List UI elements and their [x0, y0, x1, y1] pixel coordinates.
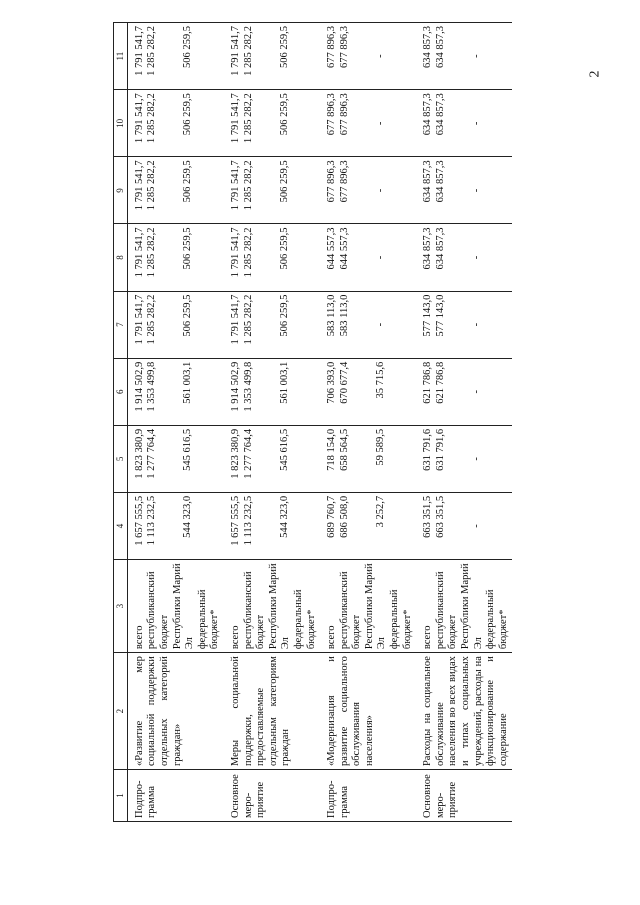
value: 545 616,5: [182, 428, 194, 471]
value-cell: [416, 23, 512, 90]
value-cell: [416, 492, 512, 559]
value: 663 351,5: [422, 495, 434, 538]
value-cell: [127, 492, 224, 559]
value: 506 259,5: [278, 294, 290, 337]
value-cell: [224, 492, 320, 559]
header-cell: 11: [114, 23, 128, 90]
value: 1 285 282,2: [146, 93, 158, 144]
value: 577 143,0: [422, 294, 434, 337]
header-cell: 3: [114, 560, 128, 653]
value: 506 259,5: [278, 26, 290, 68]
header-row: [114, 23, 128, 822]
value: 634 857,3: [422, 160, 434, 203]
value: 1 285 282,2: [146, 26, 158, 76]
value: 634 857,3: [422, 93, 434, 136]
value: 686 508,0: [338, 495, 350, 538]
value: 1 823 380,9: [133, 428, 145, 479]
value: 1 823 380,9: [229, 428, 241, 479]
value-cell: [224, 23, 320, 90]
value: 644 557,3: [338, 227, 350, 270]
value: 631 791,6: [422, 428, 434, 471]
row-name: «Модернизация и развитие социального обслуживания населения»: [320, 653, 416, 770]
value-cell: [127, 224, 224, 291]
value: 1 277 764,4: [146, 428, 158, 479]
funding-source: республиканский бюджет Республики Марий Эл: [146, 563, 196, 650]
value: 1 791 541,7: [133, 93, 145, 144]
value: 1 113 232,5: [242, 495, 254, 546]
value: -: [470, 457, 482, 461]
value: 677 896,3: [338, 93, 350, 136]
funding-source: всего: [133, 625, 145, 650]
value: 1 657 555,5: [229, 495, 241, 546]
row-name: «Развитие мер социальной поддержки отдельных категорий граждан»: [127, 653, 224, 770]
value-cell: [127, 157, 224, 224]
value-cell: [416, 425, 512, 492]
page-number: 2: [587, 70, 603, 78]
value: 634 857,3: [422, 227, 434, 270]
value: 544 323,0: [182, 495, 194, 538]
funding-sources: [127, 560, 224, 653]
header-cell: 4: [114, 492, 128, 559]
table-row: [127, 23, 224, 822]
row-name: Расходы на социальное обслуживание населения во всех видах и типах социальных учреждений, расходы на функционирование и содержание: [416, 653, 512, 770]
value: 634 857,3: [422, 26, 434, 68]
value: 1 791 541,7: [133, 26, 145, 76]
value: 634 857,3: [434, 26, 446, 68]
value: 1 791 541,7: [133, 160, 145, 211]
value: 1 285 282,2: [146, 294, 158, 345]
value-cell: [320, 224, 416, 291]
value: 506 259,5: [182, 93, 194, 136]
funding-source: республиканский бюджет Республики Марий Эл: [242, 563, 292, 650]
table-row: [320, 23, 416, 822]
budget-table: [113, 22, 512, 822]
rotated-table-container: [113, 22, 591, 822]
row-type: Подпро- грамма: [127, 770, 224, 822]
value: 506 259,5: [182, 227, 194, 270]
value: 1 791 541,7: [229, 294, 241, 345]
value: 1 791 541,7: [229, 227, 241, 278]
value: -: [374, 188, 386, 193]
header-cell: 7: [114, 291, 128, 358]
value-cell: [320, 358, 416, 425]
value-cell: [320, 492, 416, 559]
header-cell: 9: [114, 157, 128, 224]
value: 506 259,5: [278, 93, 290, 136]
value: 1 791 541,7: [229, 93, 241, 144]
funding-source: федеральный бюджет*: [389, 589, 413, 650]
value: -: [470, 524, 482, 528]
value: -: [470, 54, 482, 58]
header-cell: 2: [114, 653, 128, 770]
value: 677 896,3: [338, 26, 350, 68]
value: 1 353 499,8: [146, 361, 158, 412]
value: 561 003,1: [278, 361, 290, 404]
value: 689 760,7: [326, 495, 338, 538]
value: 1 657 555,5: [133, 495, 145, 546]
value: 561 003,1: [182, 361, 194, 404]
value: -: [374, 255, 386, 260]
value: 670 677,4: [338, 361, 350, 404]
value-cell: [224, 291, 320, 358]
header-cell: 10: [114, 90, 128, 157]
value: 1 113 232,5: [146, 495, 158, 546]
value: 1 914 502,9: [133, 361, 145, 412]
value: 1 914 502,9: [229, 361, 241, 412]
funding-source: всего: [326, 625, 338, 650]
value-cell: [320, 23, 416, 90]
row-type: Основное меро- приятие: [416, 770, 512, 822]
header-cell: 5: [114, 425, 128, 492]
value-cell: [224, 425, 320, 492]
value: 1 285 282,2: [242, 294, 254, 345]
value: 677 896,3: [326, 26, 338, 68]
value-cell: [416, 291, 512, 358]
value-cell: [224, 157, 320, 224]
value: 1 285 282,2: [146, 160, 158, 211]
value: 545 616,5: [278, 428, 290, 471]
value: 658 564,5: [338, 428, 350, 471]
row-name: Меры социальной поддержки, предоставляемые отдельным категориям граждан: [224, 653, 320, 770]
value: 634 857,3: [434, 160, 446, 203]
value-cell: [320, 90, 416, 157]
value: 634 857,3: [434, 93, 446, 136]
funding-sources: [320, 560, 416, 653]
value: -: [470, 188, 482, 193]
funding-source: федеральный бюджет*: [485, 589, 509, 650]
value-cell: [224, 90, 320, 157]
value: 1 285 282,2: [242, 160, 254, 211]
value: 677 896,3: [338, 160, 350, 203]
header-cell: 1: [114, 770, 128, 822]
value: -: [470, 121, 482, 126]
table-body: [127, 23, 512, 822]
value: 1 791 541,7: [133, 227, 145, 278]
funding-sources: [224, 560, 320, 653]
table-row: [416, 23, 512, 822]
value: -: [470, 322, 482, 327]
value-cell: [127, 425, 224, 492]
row-type: Основное меро- приятие: [224, 770, 320, 822]
value: 631 791,6: [434, 428, 446, 471]
value: 35 715,6: [374, 361, 386, 399]
value: 677 896,3: [326, 160, 338, 203]
value: 1 285 282,2: [146, 227, 158, 278]
value: 1 791 541,7: [229, 160, 241, 211]
value-cell: [224, 224, 320, 291]
value: 3 252,7: [374, 495, 386, 528]
funding-source: всего: [229, 625, 241, 650]
funding-source: федеральный бюджет*: [196, 589, 221, 650]
value: 506 259,5: [182, 294, 194, 337]
funding-sources: [416, 560, 512, 653]
value: 577 143,0: [434, 294, 446, 337]
value: 59 589,5: [374, 428, 386, 466]
value: 1 791 541,7: [229, 26, 241, 76]
value-cell: [224, 358, 320, 425]
value-cell: [320, 425, 416, 492]
value-cell: [127, 358, 224, 425]
value: 718 154,0: [326, 428, 338, 471]
value: 506 259,5: [278, 160, 290, 203]
value-cell: [416, 157, 512, 224]
value: 1 791 541,7: [133, 294, 145, 345]
value-cell: [127, 23, 224, 90]
value: -: [374, 121, 386, 126]
value: 506 259,5: [182, 160, 194, 203]
value-cell: [320, 291, 416, 358]
value: -: [470, 255, 482, 260]
value: 677 896,3: [326, 93, 338, 136]
value-cell: [416, 224, 512, 291]
value: 1 353 499,8: [242, 361, 254, 412]
value-cell: [320, 157, 416, 224]
value-cell: [127, 291, 224, 358]
header-cell: 8: [114, 224, 128, 291]
value: 706 393,0: [326, 361, 338, 404]
value: -: [374, 322, 386, 327]
row-type: Подпро- грамма: [320, 770, 416, 822]
header-cell: 6: [114, 358, 128, 425]
funding-source: всего: [422, 625, 434, 650]
value: 663 351,5: [434, 495, 446, 538]
funding-source: федеральный бюджет*: [292, 589, 317, 650]
value: 1 285 282,2: [242, 93, 254, 144]
value: 506 259,5: [278, 227, 290, 270]
value: 1 285 282,2: [242, 227, 254, 278]
table-row: [224, 23, 320, 822]
value: 644 557,3: [326, 227, 338, 270]
value-cell: [416, 358, 512, 425]
value: 621 786,8: [422, 361, 434, 404]
funding-source: республиканский бюджет Республики Марий Эл: [434, 563, 484, 650]
value: 506 259,5: [182, 26, 194, 68]
value: 583 113,0: [338, 294, 350, 337]
value: 583 113,0: [326, 294, 338, 337]
funding-source: республиканский бюджет Республики Марий Эл: [338, 563, 388, 650]
value: 1 285 282,2: [242, 26, 254, 76]
value-cell: [127, 90, 224, 157]
value: 634 857,3: [434, 227, 446, 270]
value: -: [470, 390, 482, 394]
value: 621 786,8: [434, 361, 446, 404]
value: -: [374, 54, 386, 58]
value-cell: [416, 90, 512, 157]
value: 1 277 764,4: [242, 428, 254, 479]
value: 544 323,0: [278, 495, 290, 538]
